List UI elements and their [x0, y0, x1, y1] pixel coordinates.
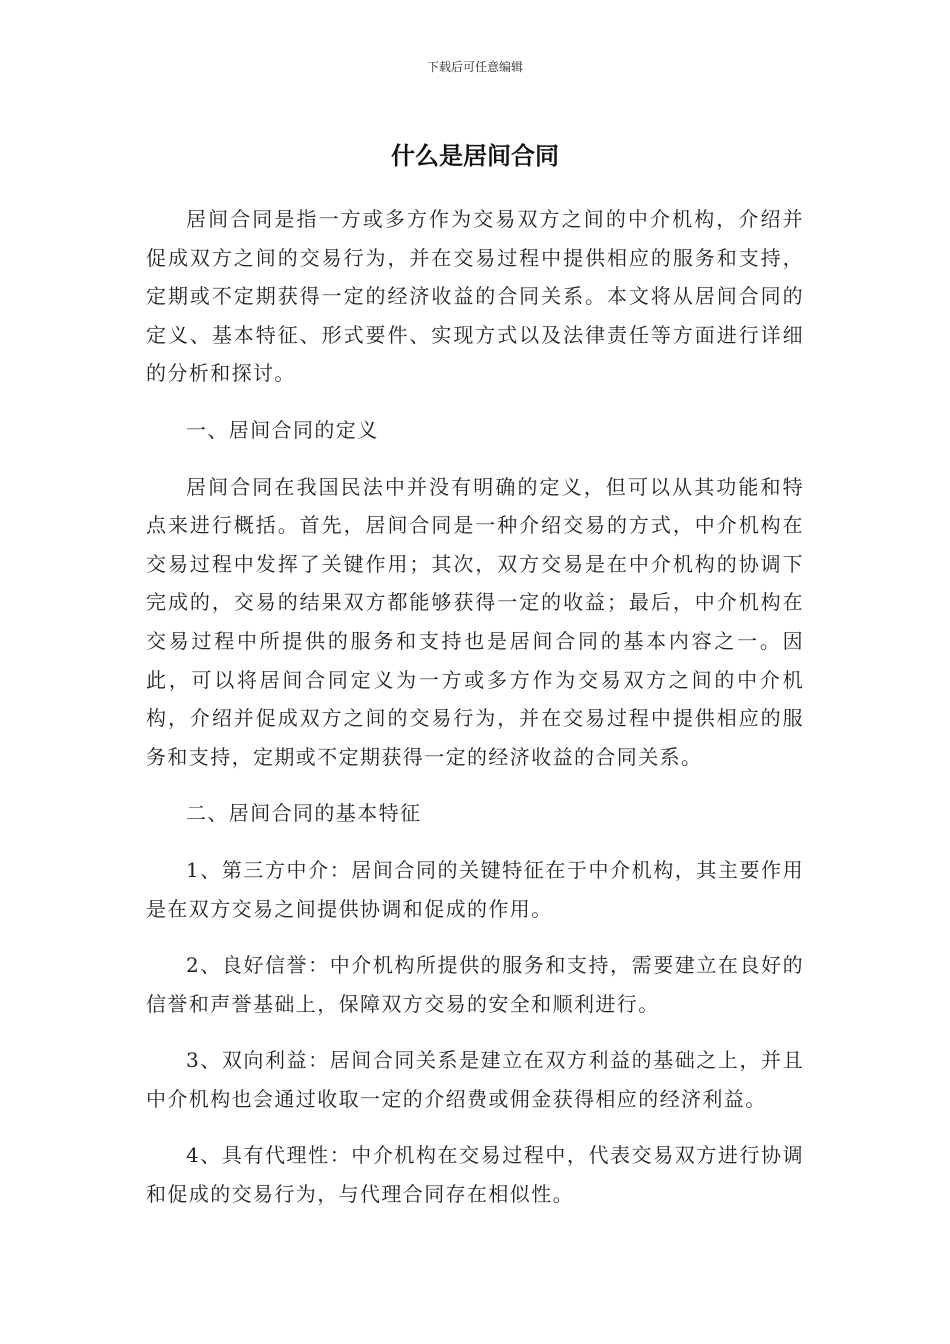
section-heading-features: 二、居间合同的基本特征: [186, 801, 422, 826]
definition-paragraph: 居间合同在我国民法中并没有明确的定义，但可以从其功能和特点来进行概括。首先，居间合同是一种介绍交易的方式，中介机构在交易过程中发挥了关键作用；其次，双方交易是在中介机构的协调下完成的，交易的结果双方都能够获得一定的收益；最后，中介机构在交易过程中所提供的服务和支持也是居间合同的基本内容之一。因此，可以将居间合同定义为一方或多方作为交易双方之间的中介机构，介绍并促成双方之间的交易行为，并在交易过程中提供相应的服务和支持，定期或不定期获得一定的经济收益的合同关系。: [146, 474, 804, 769]
feature-item-2: 2、良好信誉：中介机构所提供的服务和支持，需要建立在良好的信誉和声誉基础上，保障双方交易的安全和顺利进行。: [146, 953, 804, 1016]
header-note: 下载后可任意编辑: [426, 60, 523, 74]
feature-item-1: 1、第三方中介：居间合同的关键特征在于中介机构，其主要作用是在双方交易之间提供协调和促成的作用。: [146, 857, 804, 921]
intro-paragraph: 居间合同是指一方或多方作为交易双方之间的中介机构，介绍并促成双方之间的交易行为，并在交易过程中提供相应的服务和支持，定期或不定期获得一定的经济收益的合同关系。本文将从居间合同的定义、基本特征、形式要件、实现方式以及法律责任等方面进行详细的分析和探讨。: [146, 207, 804, 386]
feature-item-4: 4、具有代理性：中介机构在交易过程中，代表交易双方进行协调和促成的交易行为，与代理合同存在相似性。: [146, 1143, 804, 1207]
section-heading-definition: 一、居间合同的定义: [186, 417, 379, 442]
document-title: 什么是居间合同: [391, 142, 559, 170]
feature-item-3: 3、双向利益：居间合同关系是建立在双方利益的基础之上，并且中介机构也会通过收取一定的介绍费或佣金获得相应的经济利益。: [146, 1048, 804, 1111]
document-body: [146, 200, 804, 1232]
